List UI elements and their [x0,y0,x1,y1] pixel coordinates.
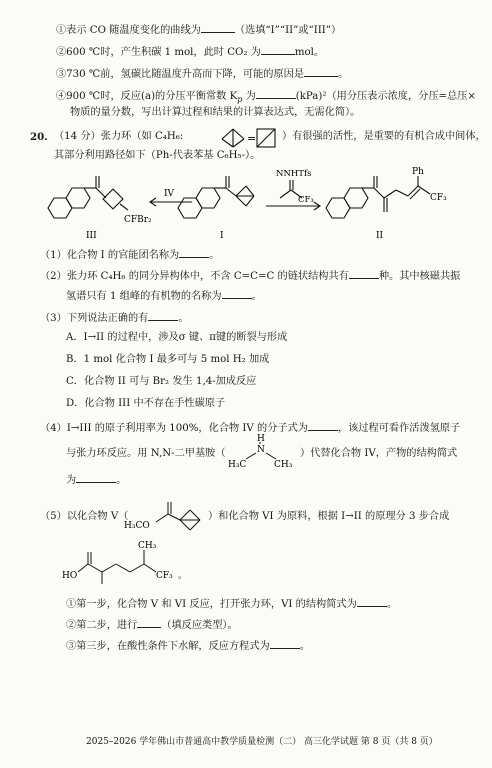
q20-head-text-3: 其部分利用路径如下（Ph-代表苯基 C₆H₅-）。 [54,150,261,161]
s3-line [66,638,310,654]
answer-blank[interactable] [261,44,295,55]
p1-line [40,247,219,263]
q1-text: ①表示 CO 随温度变化的曲线为 [56,25,201,36]
p1-tail: 。 [209,250,220,261]
answer-blank[interactable] [201,22,235,33]
s3-text: ③第三步，在酸性条件下水解，反应方程式为 [66,641,270,652]
q1-tail: （选填“I”“II”或“III”） [234,25,342,36]
p3-text: （3）下列说法正确的有 [40,313,149,324]
target-ch3: CH₃ [138,541,157,551]
s1-tail: 。 [386,599,397,610]
q20-head-text: （14 分）张力环（如 C₄H₆: [54,131,184,142]
answer-blank[interactable] [304,66,338,77]
q20-heading-2 [282,130,486,144]
answer-blank[interactable] [179,247,209,258]
ester-label: H₃CO [124,521,150,531]
q20-heading [54,130,183,144]
dma-right-methyl: CH₃ [274,460,293,470]
q20-heading-3 [54,149,260,163]
kp-subscript: p [237,95,243,105]
page-footer: 2025–2026 学年佛山市普通高中教学质量检测（二） 高三化学试题 第 8 页（共 8 页） [86,737,438,747]
s1-line [66,596,397,612]
p2-line-2 [66,288,262,304]
q3-line [56,66,348,82]
answer-blank[interactable] [357,596,387,607]
q4-line-2 [70,106,360,120]
p4-line-4 [66,472,126,488]
p4-line-3 [300,447,457,461]
target-ho: HO [62,571,78,581]
answer-blank[interactable] [349,268,379,279]
dma-n: N [257,445,265,455]
q3-tail: 。 [338,69,349,80]
answer-blank[interactable] [270,638,300,649]
answer-blank[interactable] [137,617,161,628]
answer-blank[interactable] [256,88,296,99]
strain-ring-structures [218,124,282,152]
q2-text: ②600 ℃时，产生积碳 1 mol，此时 CO₂ 为 [56,47,261,58]
p5-text-2: ）和化合物 VI 为原料，根据 I→II 的原理分 3 步合成 [208,511,450,522]
option-b: B．1 mol 化合物 I 最多可与 5 mol H₂ 加成 [66,354,270,365]
target-structure [58,536,208,586]
compound-v-structure [124,494,208,536]
q4-line [56,88,476,107]
q20-head-text-2: ）有很强的活性，是重要的有机合成中间体， [282,131,486,142]
q20-number: 20. [30,131,48,143]
p2-text: （2）张力环 C₄H₆ 的同分异构体中，不含 C=C=C 的链状结构共有 [40,271,349,282]
answer-blank[interactable] [76,472,116,483]
q4-text-2: 为 [242,91,256,102]
nhntfs-label: NNHTfs [276,169,312,179]
target-period: 。 [178,571,188,581]
q1-line [56,22,341,38]
option-d: D．化合物 III 中不存在手性碳原子 [66,398,226,409]
target-cf3: CF₃ [156,571,173,581]
ph-label: Ph [412,167,424,177]
p5-text: （5）以化合物 V（ [40,511,129,522]
p4-text-4: ）代替化合物 IV，产物的结构简式 [300,448,458,459]
compound-i-label: I [220,231,224,241]
p5-line [40,510,128,524]
p5-line-2 [208,510,449,524]
answer-blank[interactable] [148,310,178,321]
compound-ii-label: II [376,231,384,241]
p1-text: （1）化合物 I 的官能团名称为 [40,250,180,261]
q4-text-4: 物质的量分数，写出计算过程和结果的计算表达式，无需化简）。 [70,107,361,118]
s2-tail: （填反应类型）。 [161,620,238,631]
option-a: A．I→II 的过程中，涉及σ 键、π键的断裂与形成 [66,332,288,343]
option-c: C．化合物 II 可与 Br₂ 发生 1,4-加成反应 [66,376,257,387]
p4-text-5: 为 [66,475,77,486]
dma-left-methyl: H₃C [228,460,247,470]
compound-ii-cf3: CF₃ [430,193,447,203]
p4-tail: 。 [116,475,127,486]
p2-text-2: 种。其中核磁共振 [378,271,461,282]
p2-text-3: 氢谱只有 1 组峰的有机物的名称为 [66,291,222,302]
s1-text: ①第一步，化合物 V 和 VI 反应，打开张力环，VI 的结构简式为 [66,599,357,610]
q2-line [56,44,324,60]
p2-line [40,268,460,284]
reaction-scheme [40,166,480,244]
dimethylamine-structure [226,432,300,470]
q4-text-3: (kPa)²（用分压表示浓度，分压=总压× [295,91,476,102]
s3-tail: 。 [299,641,310,652]
p4-text: （4）I→III 的原子利用率为 100%，化合物 IV 的分子式为 [40,423,308,434]
compound-iii-label: III [86,231,97,241]
p4-line-2 [66,447,226,461]
s2-text: ②第二步，进行 [66,620,138,631]
p4-text-2: ，该过程可看作活泼氢原子 [337,423,461,434]
p4-text-3: 与张力环反应。用 N,N-二甲基胺（ [66,448,226,459]
reagent-cf3-label: CF₃ [298,195,314,205]
answer-blank[interactable] [222,288,252,299]
q4-text: ④900 ℃时，反应(a)的分压平衡常数 K [56,91,238,102]
cfbr2-label: CFBr₂ [124,215,152,225]
q3-text: ③730 ℃前，氢碳比随温度升高而下降，可能的原因是 [56,69,305,80]
dma-h: H [257,434,265,444]
p2-tail: 。 [251,291,262,302]
q2-tail: mol。 [294,47,325,58]
p3-tail: 。 [178,313,189,324]
answer-blank[interactable] [308,420,338,431]
p3-line [40,310,189,326]
s2-line [66,617,238,633]
equals-sign: = [247,132,257,145]
reagent-iv-label: IV [164,189,175,199]
